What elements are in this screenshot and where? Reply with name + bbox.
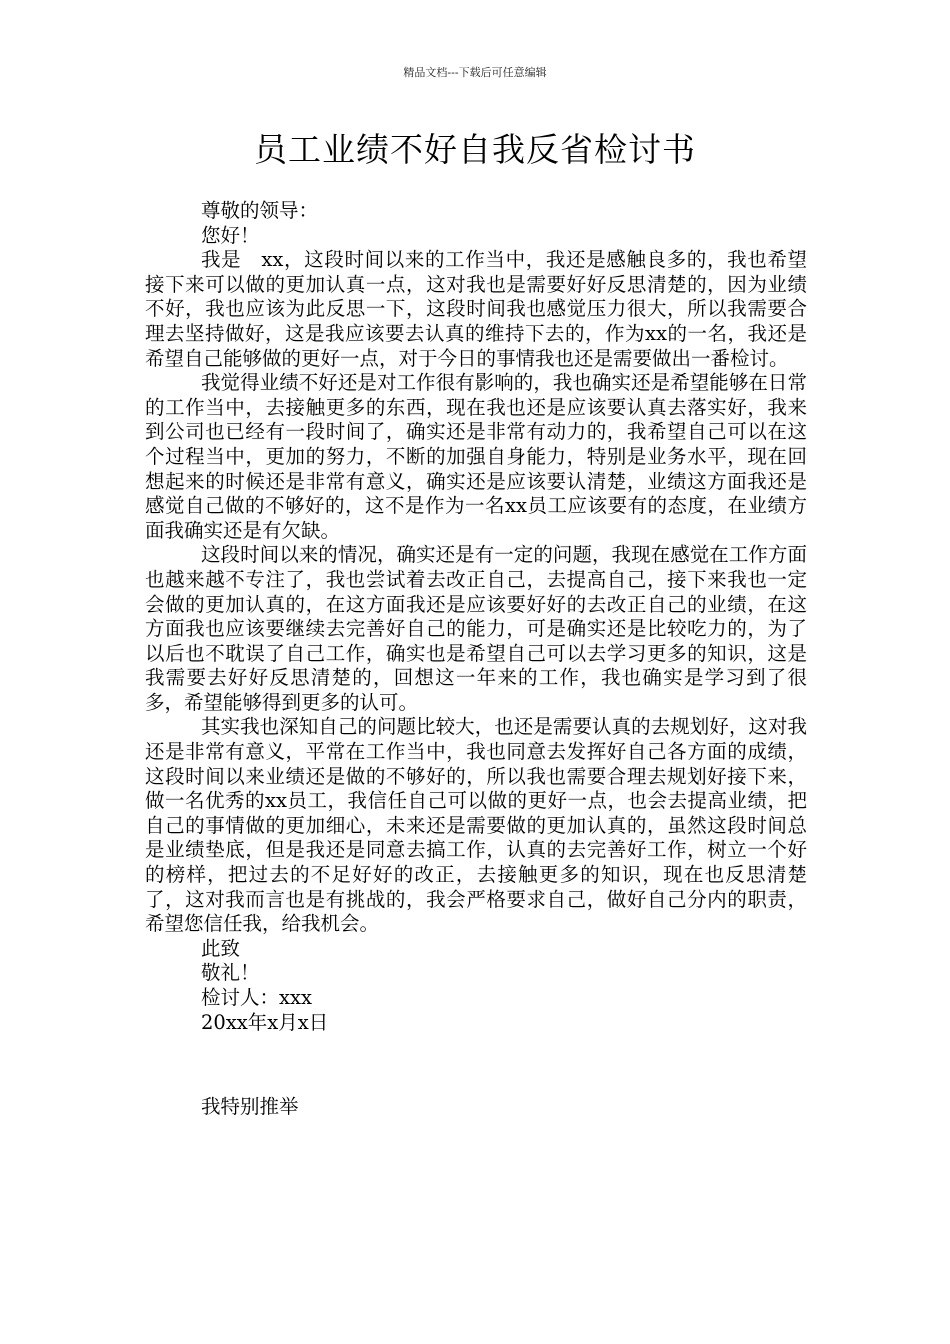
greeting: 您好！ (201, 223, 260, 247)
salutation: 尊敬的领导： (201, 199, 319, 222)
paragraph-4: 其实我也深知自己的问题比较大，也还是需要认真的去规划好，这对我还是非常有意义，平常在工作当中，我也同意去发挥好自己各方面的成绩，这段时间以来业绩还是做的不够好的，所以我也需要合理去规划好接下来，做一名优秀的xx员工，我信任自己可以做的更好一点，也会去提高业绩，把自己的事情做的更加细心，未来还是需要做的更加认真的，虽然这段时间总是业绩垫底，但是我还是同意去搞工作，认真的去完善好工作，树立一个好的榜样，把过去的不足好好的改正，去接触更多的知识，现在也反思清楚了，这对我而言也是有挑战的，我会严格要求自己，做好自己分内的职责，希望您信任我，给我机会。 (145, 715, 807, 936)
footer-line: 我特别推举 (201, 1095, 299, 1119)
blank-space (145, 1035, 807, 1095)
signer-line: 检讨人：xxx (201, 986, 312, 1009)
paragraph-1: 我是 xx，这段时间以来的工作当中，我还是感触良多的，我也希望接下来可以做的更加认真一点，这对我也是需要好好反思清楚的，因为业绩不好，我也应该为此反思一下，这段时间我也感觉压力很大，所以我需要合理去坚持做好，这是我应该要去认真的维持下去的，作为xx的一名，我还是希望自己能够做的更好一点，对于今日的事情我也还是需要做出一番检讨。 (145, 248, 807, 370)
document-body (145, 199, 807, 1120)
date-line: 20xx年x月x日 (201, 1010, 329, 1034)
document-title: 员工业绩不好自我反省检讨书 (254, 130, 696, 169)
closing-line-1: 此致 (201, 936, 241, 960)
paragraph-3: 这段时间以来的情况，确实还是有一定的问题，我现在感觉在工作方面也越来越不专注了，我也尝试着去改正自己，去提高自己，接下来我也一定会做的更加认真的，在这方面我还是应该要好好的去改正自己的业绩，在这方面我也应该要继续去完善好自己的能力，可是确实还是比较吃力的，为了以后也不耽误了自己工作，确实也是希望自己可以去学习更多的知识，这是我需要去好好反思清楚的，回想这一年来的工作，我也确实是学习到了很多，希望能够得到更多的认可。 (145, 543, 807, 714)
closing-line-2: 敬礼！ (201, 961, 260, 985)
paragraph-2: 我觉得业绩不好还是对工作很有影响的，我也确实还是希望能够在日常的工作当中，去接触更多的东西，现在我也还是应该要认真去落实好，我来到公司也已经有一段时间了，确实还是非常有动力的，我希望自己可以在这个过程当中，更加的努力，不断的加强自身能力，特别是业务水平，现在回想起来的时候还是非常有意义，确实还是应该要认清楚，业绩这方面我还是感觉自己做的不够好的，这不是作为一名xx员工应该要有的态度，在业绩方面我确实还是有欠缺。 (145, 371, 807, 542)
header-note: 精品文档---下载后可任意编辑 (403, 66, 547, 79)
